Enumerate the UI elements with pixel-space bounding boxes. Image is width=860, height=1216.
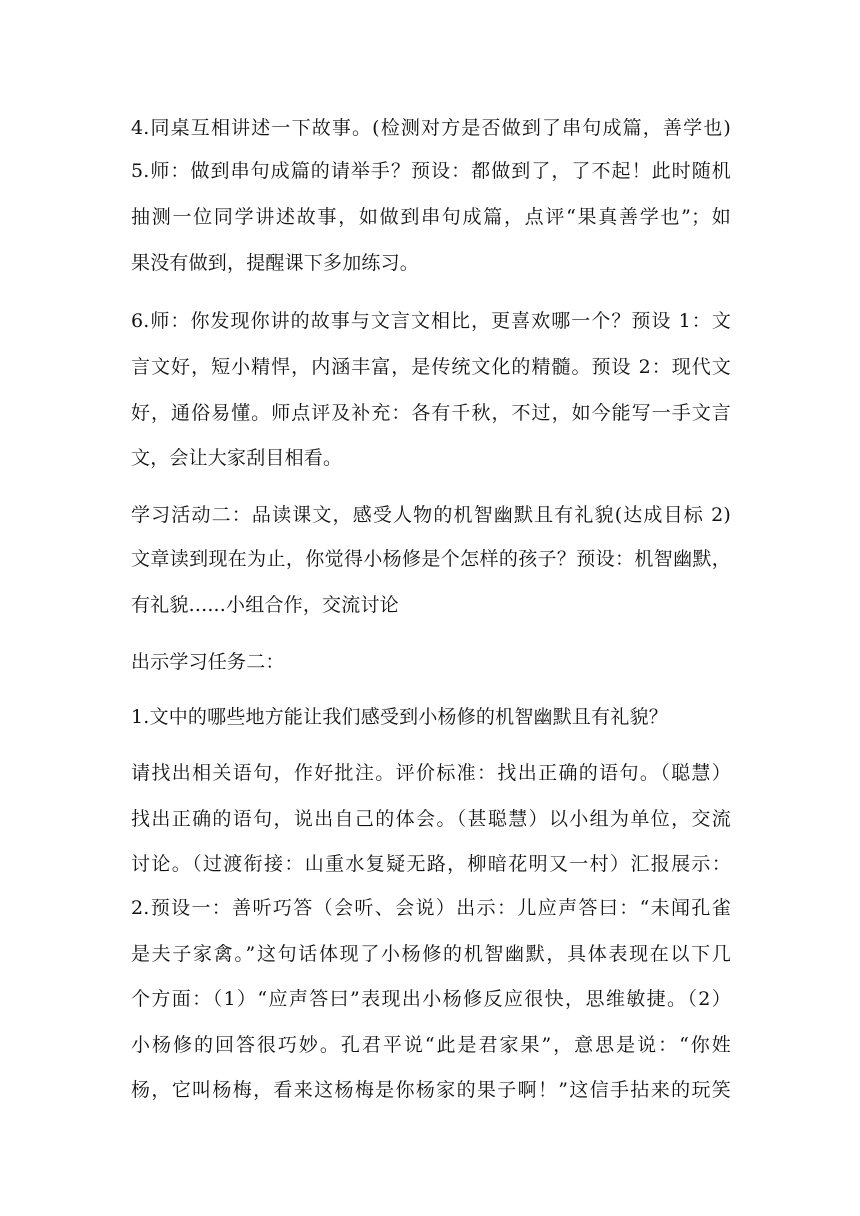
text-line: 4.同桌互相讲述一下故事。(检测对方是否做到了串句成篇，善学也) — [131, 117, 731, 139]
text-line: 请找出相关语句，作好批注。评价标准：找出正确的语句。（聪慧） — [131, 762, 731, 784]
text-line: 好，通俗易懂。师点评及补充：各有千秋，不过，如今能写一手文言 — [131, 402, 731, 424]
text-line: 5.师：做到串句成篇的请举手？预设：都做到了，了不起！此时随机 — [131, 160, 731, 182]
text-line: 找出正确的语句，说出自己的体会。（甚聪慧）以小组为单位，交流 — [131, 808, 731, 830]
text-line: 个方面：（1）“应声答曰”表现出小杨修反应很快，思维敏捷。（2） — [131, 988, 731, 1010]
text-line: 是夫子家禽。”这句话体现了小杨修的机智幽默，具体表现在以下几 — [131, 943, 731, 965]
text-line: 文章读到现在为止，你觉得小杨修是个怎样的孩子？预设：机智幽默， — [131, 548, 731, 570]
text-line: 2.预设一：善听巧答（会听、会说）出示：儿应声答曰：“未闻孔雀 — [131, 897, 731, 919]
text-line: 1.文中的哪些地方能让我们感受到小杨修的机智幽默且有礼貌？ — [131, 706, 668, 728]
text-line: 言文好，短小精悍，内涵丰富，是传统文化的精髓。预设 2：现代文 — [131, 356, 731, 378]
text-line: 6.师：你发现你讲的故事与文言文相比，更喜欢哪一个？预设 1：文 — [131, 310, 731, 332]
text-line: 果没有做到，提醒课下多加练习。 — [131, 252, 420, 274]
text-line: 文，会让大家刮目相看。 — [131, 447, 343, 469]
text-line: 抽测一位同学讲述故事，如做到串句成篇，点评“果真善学也”；如 — [131, 206, 731, 228]
text-line: 杨，它叫杨梅，看来这杨梅是你杨家的果子啊！”这信手拈来的玩笑 — [131, 1079, 731, 1101]
text-line: 有礼貌......小组合作，交流讨论 — [131, 594, 399, 616]
text-line: 出示学习任务二： — [131, 651, 285, 673]
text-line: 学习活动二：品读课文，感受人物的机智幽默且有礼貌(达成目标 2) — [131, 504, 731, 526]
text-line: 讨论。（过渡衔接：山重水复疑无路，柳暗花明又一村）汇报展示： — [131, 853, 731, 875]
text-line: 小杨修的回答很巧妙。孔君平说“此是君家果”，意思是说：“你姓 — [131, 1034, 731, 1056]
